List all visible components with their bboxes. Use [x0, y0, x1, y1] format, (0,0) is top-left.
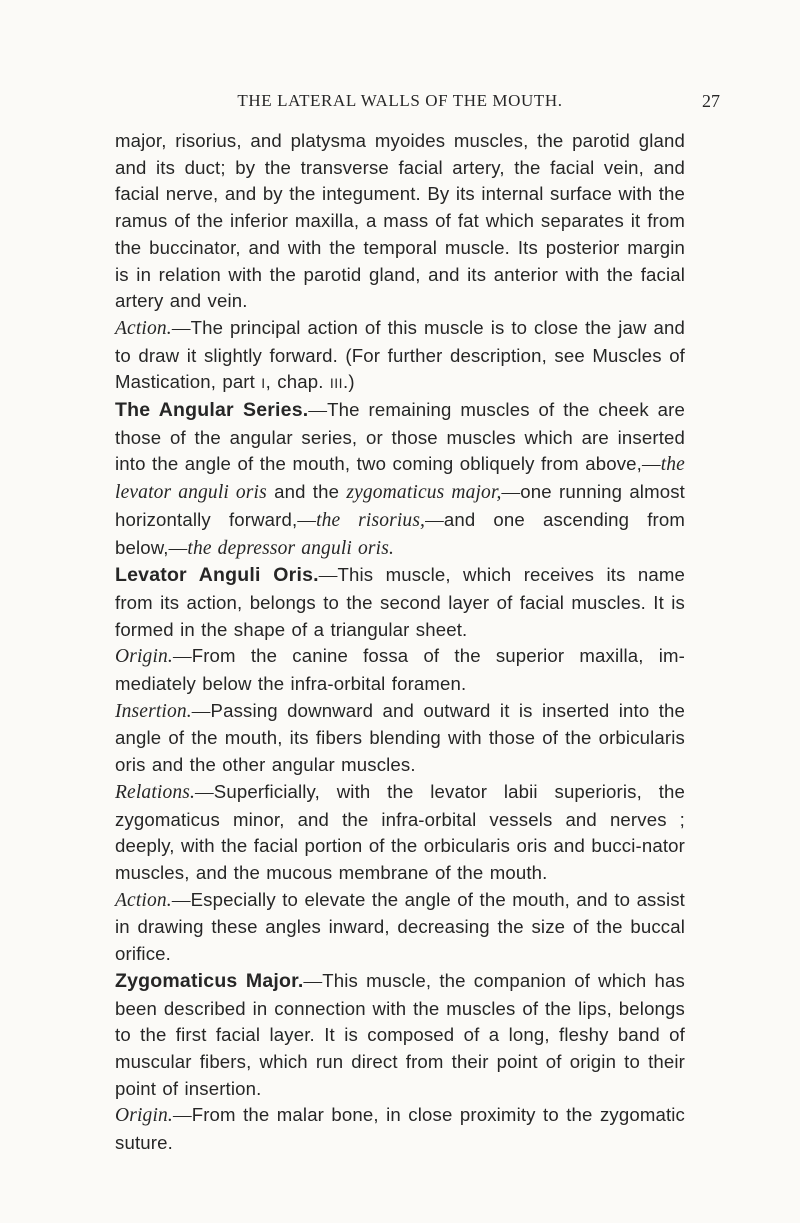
section-label: Action. — [115, 317, 172, 339]
paragraph-origin — [115, 643, 685, 697]
paragraph-text: From the canine fossa of the superior maxilla, im-mediately below the infra-orbital foramen. — [115, 645, 685, 695]
section-heading: Levator Anguli Oris. — [115, 564, 319, 587]
paragraph-text: one running almost horizontally forward, — [115, 481, 685, 530]
page-header — [0, 89, 800, 113]
paragraph-text: The remaining muscles of the cheek are those of the angular series, or those muscles which are inserted into the angle of the mouth, two coming obliquely from above, — [115, 399, 686, 475]
paragraph-text: Passing downward and outward it is inserted into the angle of the mouth, its fibers blending with those of the orbicularis oris and the other angular muscles. — [115, 699, 685, 776]
em-dash: — — [191, 700, 211, 722]
em-dash: — — [501, 482, 521, 504]
chapter-number: III — [329, 375, 344, 392]
em-dash: — — [172, 1105, 192, 1127]
paragraph-text: This muscle, which receives its name from its action, belongs to the second layer of facial muscles. It is formed in the shape of a triangular sheet. — [115, 564, 686, 640]
muscle-term: zygomaticus major, — [346, 482, 502, 504]
section-heading: The Angular Series. — [115, 399, 309, 422]
section-label: Insertion. — [115, 700, 192, 722]
em-dash: — — [425, 509, 444, 531]
paragraph-relations — [115, 779, 685, 887]
muscle-term: the depressor anguli oris. — [187, 537, 394, 559]
paragraph-relations-continued — [115, 128, 685, 315]
section-label: Origin. — [115, 1105, 173, 1127]
paragraph-text: .) — [343, 371, 355, 393]
paragraph-levator-anguli-oris — [115, 562, 685, 643]
paragraph-origin-zygomaticus — [115, 1102, 685, 1156]
section-label: Relations. — [115, 781, 196, 803]
em-dash: — — [297, 509, 317, 531]
paragraph-text: and one ascending from below, — [115, 508, 686, 558]
paragraph-angular-series — [115, 397, 685, 562]
em-dash: — — [303, 970, 323, 992]
paragraph-text: major, risorius, and platysma myoides muscles, the parotid gland and its duct; by the transverse facial artery, the facial vein, and facial nerve, and by the integument. By its internal surface with the ramus of the inferior maxilla, a mass of fat which separates it from the buccinator, and with the temporal muscle. Its posterior margin is in relation with the parotid gland, and its anterior with the facial artery and vein. — [115, 130, 685, 312]
paragraph-text: Superficially, with the levator labii superioris, the zygomaticus minor, and the infra-orbital vessels and nerves ; deeply, with the facial portion of the orbicularis oris and bucci-nator muscles, and the mucous membrane of the mouth. — [115, 780, 685, 883]
em-dash: — — [172, 646, 192, 668]
em-dash: — — [171, 889, 191, 911]
paragraph-zygomaticus-major — [115, 968, 685, 1103]
em-dash: — — [308, 400, 328, 422]
paragraph-text: and the — [266, 481, 347, 503]
em-dash: — — [195, 781, 214, 803]
em-dash: — — [318, 565, 338, 587]
body-text — [115, 128, 685, 1157]
muscle-term: the risorius, — [316, 509, 426, 531]
paragraph-insertion — [115, 698, 685, 779]
paragraph-text: From the malar bone, in close proximity to the zygomatic suture. — [115, 1104, 685, 1154]
paragraph-text: This muscle, the companion of which has been described in connection with the muscles of the lips, belongs to the first facial layer. It is composed of a long, fleshy band of muscular fibers, which run direct from their point of origin to their point of insertion. — [115, 969, 685, 1099]
paragraph-text: The principal action of this muscle is to close the jaw and to draw it slightly forward. (For further description, see Muscles of Mastication, part — [115, 316, 685, 393]
running-head: THE LATERAL WALLS OF THE MOUTH. — [237, 91, 563, 110]
page-number: 27 — [702, 91, 720, 111]
part-number: I — [261, 375, 266, 392]
section-label: Origin. — [115, 646, 173, 668]
em-dash: — — [641, 454, 661, 476]
paragraph-text: Especially to elevate the angle of the mouth, and to assist in drawing these angles inward, decreasing the size of the buccal orifice. — [115, 888, 685, 965]
em-dash: — — [168, 537, 188, 559]
muscle-term: the levator anguli oris — [115, 454, 685, 504]
section-label: Action. — [115, 889, 172, 911]
paragraph-text: , chap. — [265, 371, 330, 393]
paragraph-action-levator — [115, 887, 685, 968]
section-heading: Zygomaticus Major. — [115, 969, 304, 992]
em-dash: — — [171, 317, 191, 339]
paragraph-action-masseter — [115, 315, 685, 397]
